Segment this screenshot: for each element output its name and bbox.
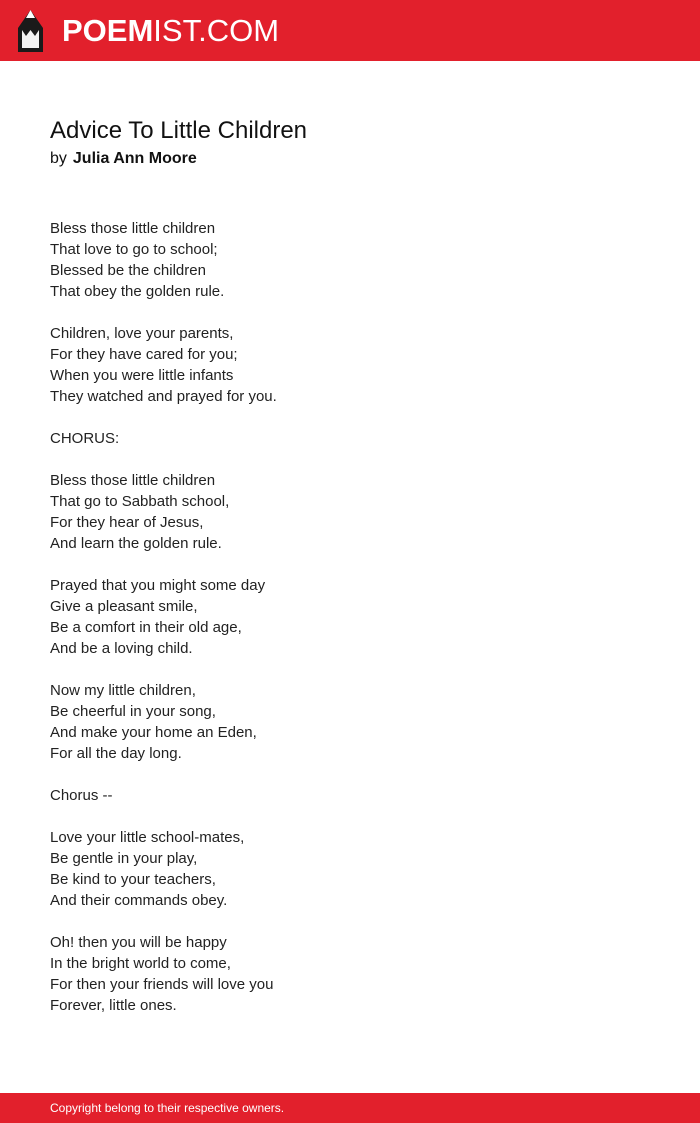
- poem-line: Be gentle in your play,: [50, 850, 198, 867]
- poem-line: And their commands obey.: [50, 892, 228, 909]
- stanza: [50, 932, 650, 1016]
- poem-line: Children, love your parents,: [50, 325, 234, 342]
- poem-line: CHORUS:: [50, 430, 120, 447]
- poem-line: Be cheerful in your song,: [50, 703, 216, 720]
- stanza: [50, 827, 650, 911]
- logo-text-light: IST.COM: [153, 13, 280, 48]
- poem-title: Advice To Little Children: [50, 117, 308, 144]
- poem-line: Prayed that you might some day: [50, 577, 266, 594]
- poem-line: That go to Sabbath school,: [50, 493, 230, 510]
- poem-line: Now my little children,: [50, 682, 196, 699]
- poem-line: And make your home an Eden,: [50, 724, 257, 741]
- poem-line: For all the day long.: [50, 745, 182, 762]
- poem-line: Chorus --: [50, 787, 113, 804]
- poem-line: And be a loving child.: [50, 640, 193, 657]
- logo-text-bold: POEM: [62, 13, 154, 48]
- stanza: [50, 323, 650, 407]
- poem-line: That obey the golden rule.: [50, 283, 225, 300]
- poem-line: In the bright world to come,: [50, 955, 231, 972]
- stanza: [50, 785, 650, 806]
- poem-line: Be kind to your teachers,: [50, 871, 216, 888]
- poem-author: Julia Ann Moore: [72, 150, 197, 167]
- stanza: [50, 680, 650, 764]
- site-footer: [0, 1093, 700, 1123]
- poem-line: Give a pleasant smile,: [50, 598, 198, 615]
- poem-content: [50, 116, 650, 1037]
- by-label: by: [50, 150, 67, 167]
- stanza: [50, 470, 650, 554]
- poem-byline: [50, 148, 650, 170]
- pencil-icon: [18, 10, 43, 52]
- copyright-text: Copyright belong to their respective owners.: [50, 1101, 285, 1115]
- poem-line: When you were little infants: [50, 367, 234, 384]
- stanza: [50, 428, 650, 449]
- site-logo[interactable]: [62, 13, 279, 49]
- poem-line: Blessed be the children: [50, 262, 206, 279]
- site-header: [0, 0, 700, 61]
- poem-line: Be a comfort in their old age,: [50, 619, 242, 636]
- stanza: [50, 218, 650, 302]
- poem-line: For they have cared for you;: [50, 346, 238, 363]
- poem-line: Love your little school-mates,: [50, 829, 245, 846]
- poem-line: For they hear of Jesus,: [50, 514, 204, 531]
- poem-line: Oh! then you will be happy: [50, 934, 227, 951]
- poem-line: They watched and prayed for you.: [50, 388, 277, 405]
- poem-line: That love to go to school;: [50, 241, 218, 258]
- poem-line: For then your friends will love you: [50, 976, 274, 993]
- poem-line: Forever, little ones.: [50, 997, 177, 1014]
- poem-line: Bless those little children: [50, 472, 216, 489]
- stanza: [50, 575, 650, 659]
- poem-line: Bless those little children: [50, 220, 216, 237]
- poem-line: And learn the golden rule.: [50, 535, 222, 552]
- poem-body: [50, 218, 650, 1016]
